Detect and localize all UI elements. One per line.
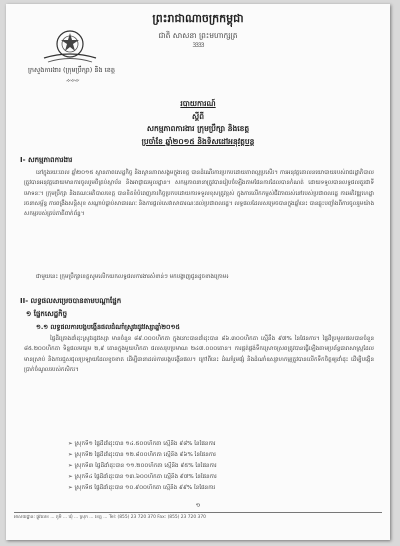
district-bullet: ➢ ស្រុកទី១ ផ្ទៃដីដាំដុះបាន ១៤.៥០០ហិកតា ស្មើនឹង ៩៨% នៃផែនការ	[68, 441, 216, 447]
report-title: សកម្មភាពការងារ ក្រុមប្រឹក្សា និងខេត្ត	[146, 124, 250, 133]
department-line: ក្រសួងការងារ (ក្រុមប្រឹក្សា) និង ខេត្ត	[28, 66, 115, 74]
district-bullet: ➢ ស្រុកទី៣ ផ្ទៃដីដាំដុះបាន ១១.២០០ហិកតា ស្មើនឹង ៩៥% នៃផែនការ	[68, 463, 217, 469]
section-2-subheading: ១ ផ្នែកសេដ្ឋកិច្ច	[26, 310, 68, 318]
page-number: ១	[195, 502, 201, 509]
district-bullet: ➢ ស្រុកទី២ ផ្ទៃដីដាំដុះបាន ១២.៨០០ហិកតា ស្មើនឹង ៩៦% នៃផែនការ	[68, 452, 216, 458]
section-2-heading: II- លទ្ធផលសម្រេចបានតាមបណ្តាផ្នែក	[20, 297, 122, 305]
section-2-item-heading: ១.១ លទ្ធផលការបង្កបង្កើនផលដំណាំស្រូវរដូវវស្សាឆ្នាំ២០១៥	[36, 323, 180, 331]
ministry-emblem-icon	[40, 28, 100, 64]
section-2-paragraph: ផ្ទៃដីគ្រោងដាំដុះស្រូវរដូវវស្សា មានចំនួន ៨៩.០០០ហិកតា ក្នុងនោះបានដាំដុះបាន ៨៦.៣០០ហិកតា ស្មើនឹង ៩៧% នៃផែនការ។ ផ្ទៃដីប្រមូលផលបានចំនួន ៨៥.២០០ហិកតា ទិន្នផលមធ្យម ២,៩ តោនក្នុងមួយហិកតា ផលសរុបប្រមាណ ២៤៧.០០០តោន។ ការផ្គត់ផ្គង់ទឹកស្រោចស្រពត្រូវបានធ្វើឡើងតាមប្រព័ន្ធធារាសាស្ត្រដែលមានស្រាប់ និងការជួសជុលប្រឡាយដែលខូចខាត ដើម្បីធានាដល់ការបង្កបង្កើនផល។ ក្រៅពីនេះ ដំណាំរួមផ្សំ និងដំណាំឧស្សាហកម្មត្រូវបានលើកទឹកចិត្តឲ្យដាំដុះ ដើម្បីបង្កើនប្រាក់ចំណូលរបស់កសិករ។	[24, 336, 374, 373]
report-label: របាយការណ៍	[180, 99, 216, 108]
report-about: ស្តីពី	[192, 112, 204, 121]
footer-address: អាសយដ្ឋាន: ផ្លូវលេខ ... ភូមិ ... ឃុំ ... ស្រុក ... ខេត្ត ... Tel: (855) 23 720 370 Fax: (855) 23 720 370	[14, 512, 382, 522]
section-1-heading: I- សកម្មភាពការងារ	[20, 156, 73, 164]
report-subtitle: ប្រចាំខែ ឆ្នាំ២០១៥ និងទិសដៅអនុវត្តបន្ត	[141, 137, 255, 146]
document-page	[6, 4, 390, 540]
national-motto: ជាតិ សាសនា ព្រះមហាក្សត្រ	[158, 31, 238, 40]
section-1-note: ជាមួយនេះ ក្រុមប្រឹក្សាខេត្តសូមលើកយកលទ្ធផលការងារសំខាន់ៗ មកបង្ហាញជូនដូចខាងក្រោម៖	[36, 274, 229, 280]
department-ornament: ᨀᨀᨀ	[66, 76, 79, 84]
section-1-paragraph: នៅក្នុងរយៈពេល ឆ្នាំ២០១៥ ស្ថានភាពសេដ្ឋកិច្ច និងស្ថានភាពសង្គមក្នុងខេត្ត បានដំណើរការប្រកបដោយភាពល្អប្រសើរ។ ការអនុវត្តគោលនយោបាយរបស់រាជរដ្ឋាភិបាល ត្រូវបានអនុវត្តដោយមានការចូលរួមពីគ្រប់ស្ថាប័ន និងអាជ្ញាធរមូលដ្ឋាន។ សកម្មភាពនានាត្រូវបានរៀបចំឡើងតាមផែនការដែលបានកំណត់ ដោយទទួលបានលទ្ធផលគួរជាទីមោទនៈ។ ក្រុមប្រឹក្សា និងគណៈអភិបាលខេត្ត បានខិតខំបំពេញភារកិច្ចប្រកបដោយការទទួលខុសត្រូវខ្ពស់ ក្នុងការលើកកម្ពស់ជីវភាពរស់នៅរបស់ប្រជាពលរដ្ឋ ការអភិវឌ្ឍហេដ្ឋារចនាសម្ព័ន្ធ ការពង្រឹងសន្តិសុខ សណ្តាប់ធ្នាប់សាធារណៈ និងការផ្តល់សេវាសាធារណៈដល់ប្រជាពលរដ្ឋ។ លទ្ធផលដែលសម្រេចបានក្នុងឆ្នាំនេះ បានឆ្លុះបញ្ចាំងពីការចូលរួមយ៉ាងសកម្មរបស់គ្រប់ភាគីពាក់ព័ន្ធ។	[24, 170, 374, 218]
kingdom-title: ព្រះរាជាណាចក្រកម្ពុជា	[152, 12, 244, 25]
header-ornament: 3333	[192, 42, 204, 49]
district-bullet: ➢ ស្រុកទី៥ ផ្ទៃដីដាំដុះបាន ១០.៩០០ហិកតា ស្មើនឹង ៩៩% នៃផែនការ	[68, 485, 216, 491]
district-bullet: ➢ ស្រុកទី៤ ផ្ទៃដីដាំដុះបាន ១៣.៦០០ហិកតា ស្មើនឹង ៩៧% នៃផែនការ	[68, 474, 217, 480]
